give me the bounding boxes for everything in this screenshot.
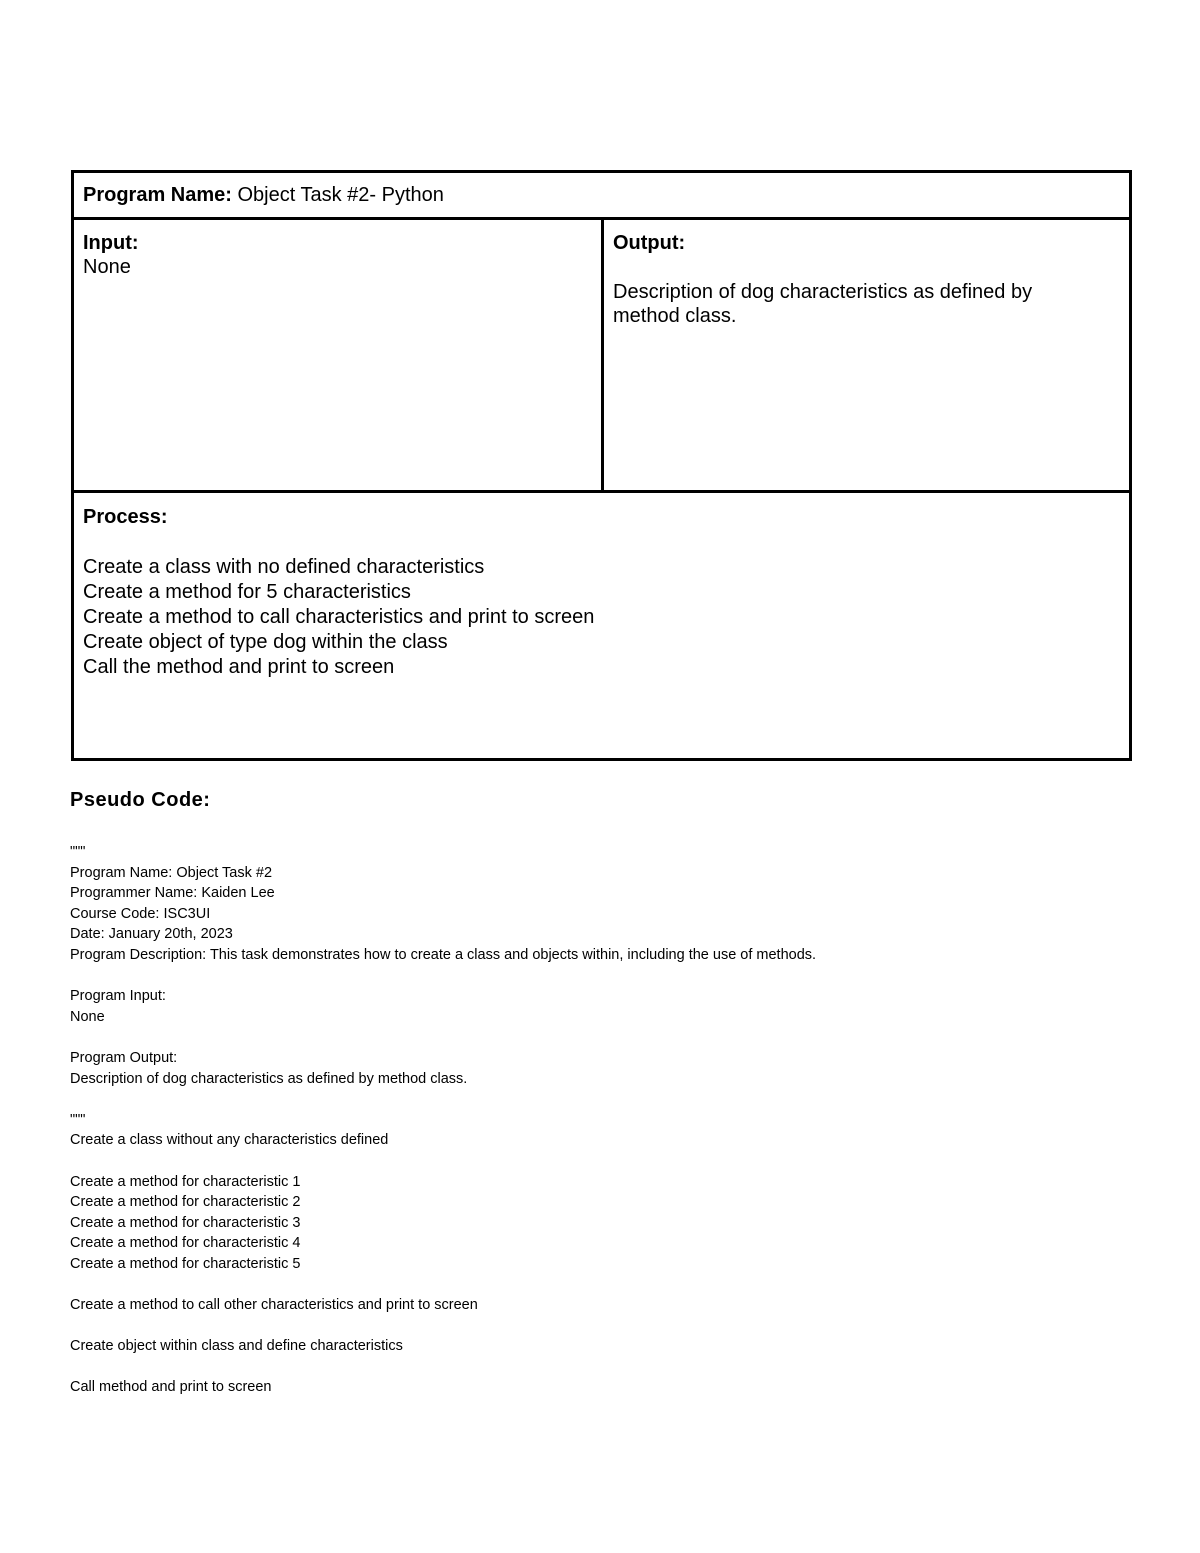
pseudo-code-line bbox=[70, 1151, 1130, 1172]
process-step: Create a class with no defined characteristics bbox=[83, 556, 485, 578]
input-label: Input: bbox=[83, 232, 139, 254]
pseudo-code-line: Program Name: Object Task #2 bbox=[70, 864, 273, 881]
pseudo-code-line: Create a method for characteristic 2 bbox=[70, 1194, 301, 1211]
pseudo-code-line: Create a method for characteristic 1 bbox=[70, 1173, 301, 1190]
pseudo-code-line: Create a method for characteristic 5 bbox=[70, 1255, 301, 1272]
pseudo-code-line: None bbox=[70, 1008, 105, 1025]
ipo-chart-table bbox=[71, 170, 1132, 761]
output-label: Output: bbox=[613, 232, 686, 254]
process-label: Process: bbox=[83, 506, 168, 528]
pseudo-code-line bbox=[70, 1316, 1130, 1337]
pseudo-code-line: Create a method for characteristic 4 bbox=[70, 1235, 301, 1252]
pseudo-code-body bbox=[70, 842, 1130, 1398]
pseudo-code-line: """ bbox=[70, 844, 86, 860]
pseudo-code-line: Call method and print to screen bbox=[70, 1379, 272, 1396]
program-name-value: Object Task #2- Python bbox=[231, 184, 444, 206]
pseudo-code-line: Description of dog characteristics as defined by method class. bbox=[70, 1070, 468, 1087]
pseudo-code-line: """ bbox=[70, 1111, 86, 1128]
pseudo-code-line bbox=[70, 1089, 1130, 1110]
pseudo-code-line: Course Code: ISC3UI bbox=[70, 905, 211, 922]
pseudo-code-line: Program Description: This task demonstrates how to create a class and objects within, including the use of methods. bbox=[70, 946, 817, 963]
pseudo-code-line bbox=[70, 966, 1130, 987]
process-step: Create object of type dog within the class bbox=[83, 631, 448, 653]
program-name-row bbox=[74, 173, 1129, 220]
pseudo-code-line: Create a method for characteristic 3 bbox=[70, 1214, 301, 1231]
pseudo-code-line: Programmer Name: Kaiden Lee bbox=[70, 885, 275, 902]
pseudo-code-line bbox=[70, 1274, 1130, 1295]
pseudo-code-title: Pseudo Code: bbox=[70, 789, 211, 811]
pseudo-code-line: Program Input: bbox=[70, 988, 166, 1005]
process-step: Create a method to call characteristics and print to screen bbox=[83, 606, 595, 628]
program-name-label: Program Name: bbox=[83, 184, 232, 206]
pseudo-code-line: Program Output: bbox=[70, 1049, 178, 1066]
input-value: None bbox=[83, 256, 131, 278]
process-step: Call the method and print to screen bbox=[83, 656, 395, 678]
pseudo-code-line: Date: January 20th, 2023 bbox=[70, 926, 233, 943]
output-value-line-1: Description of dog characteristics as defined by bbox=[613, 281, 1033, 303]
pseudo-code-line bbox=[70, 1357, 1130, 1378]
input-cell bbox=[74, 220, 604, 493]
pseudo-code-line bbox=[70, 1027, 1130, 1048]
output-cell bbox=[604, 220, 1129, 493]
output-value-line-2: method class. bbox=[613, 305, 737, 327]
pseudo-code-line: Create object within class and define characteristics bbox=[70, 1338, 403, 1355]
output-spacer bbox=[613, 255, 1129, 280]
process-step: Create a method for 5 characteristics bbox=[83, 581, 411, 603]
pseudo-code-line: Create a method to call other characteristics and print to screen bbox=[70, 1297, 478, 1314]
process-spacer bbox=[83, 530, 1129, 555]
pseudo-code-line: Create a class without any characteristics defined bbox=[70, 1132, 389, 1149]
process-cell bbox=[74, 493, 1129, 758]
